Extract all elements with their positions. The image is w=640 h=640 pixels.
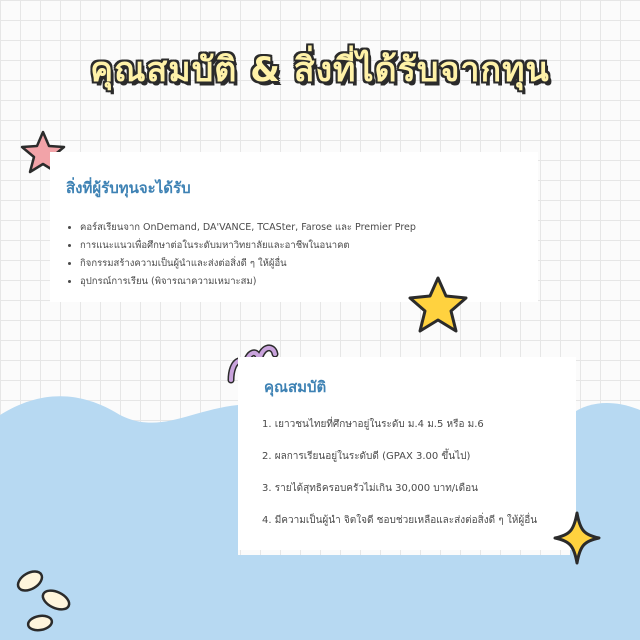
- list-item: 1. เยาวชนไทยที่ศึกษาอยู่ในระดับ ม.4 ม.5 หรือ ม.6: [262, 419, 484, 430]
- qualifications-card: [238, 357, 576, 550]
- qualifications-list: [262, 417, 537, 545]
- benefits-heading: สิ่งที่ผู้รับทุนจะได้รับ: [66, 179, 191, 197]
- pebbles-icon: [10, 565, 90, 640]
- yellow-star-icon: [405, 273, 471, 339]
- list-item: 4. มีความเป็นผู้นำ จิตใจดี ชอบช่วยเหลือและส่งต่อสิ่งดี ๆ ให้ผู้อื่น: [262, 515, 538, 526]
- list-item: 3. รายได้สุทธิครอบครัวไม่เกิน 30,000 บาท/เดือน: [262, 483, 478, 494]
- list-item: • กิจกรรมสร้างความเป็นผู้นำและส่งต่อสิ่งดี ๆ ให้ผู้อื่น: [80, 255, 416, 273]
- list-item: 2. ผลการเรียนอยู่ในระดับดี (GPAX 3.00 ขึ้นไป): [262, 451, 471, 462]
- sparkle-icon: [552, 510, 602, 566]
- page-title: คุณสมบัติ & สิ่งที่ได้รับจากทุน: [90, 50, 550, 90]
- list-item: • การแนะแนวเพื่อศึกษาต่อในระดับมหาวิทยาลัยและอาชีพในอนาคต: [80, 237, 416, 255]
- qualifications-heading: คุณสมบัติ: [264, 378, 327, 396]
- list-item: • คอร์สเรียนจาก OnDemand, DA'VANCE, TCASter, Farose และ Premier Prep: [80, 219, 416, 237]
- benefits-list: [64, 219, 416, 291]
- list-item: • อุปกรณ์การเรียน (พิจารณาความเหมาะสม): [80, 273, 416, 291]
